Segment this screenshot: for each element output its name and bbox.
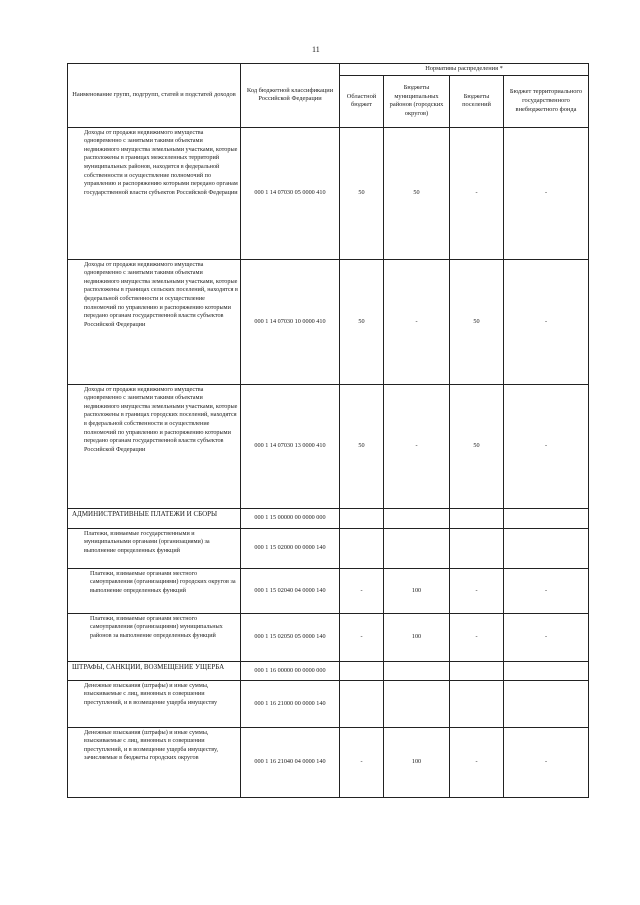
row-value: - [504,127,589,259]
row-value: - [450,568,504,613]
row-value: - [504,568,589,613]
distribution-table-wrapper [67,63,588,798]
row-value: 50 [384,127,450,259]
row-value: 50 [450,259,504,384]
header-name: Наименование групп, подгрупп, статей и подстатей доходов [68,64,241,128]
row-value: 50 [340,384,384,508]
table-row [68,508,589,528]
row-value: 100 [384,613,450,661]
row-value: - [340,613,384,661]
row-code: 000 1 15 02000 00 0000 140 [241,528,340,568]
row-name: Доходы от продажи недвижимого имущества одновременно с занятыми такими объектами недвижимого имущества земельными участками, которые расположены в границах городских поселений, находятся в федеральной собственности и осуществление полномочий по управлению и распоряжению которыми передано органам государственной власти субъектов Российской Федерации [68,384,241,508]
row-value: 100 [384,727,450,797]
row-name: Платежи, взимаемые органами местного самоуправления (организациями) городских округов за выполнение определенных функций [68,568,241,613]
table-row [68,661,589,680]
row-value: - [450,613,504,661]
row-code: 000 1 15 02050 05 0000 140 [241,613,340,661]
table-row [68,568,589,613]
row-value: - [504,259,589,384]
row-value [340,528,384,568]
row-value [504,661,589,680]
row-value: - [384,259,450,384]
row-value: - [450,127,504,259]
row-name: АДМИНИСТРАТИВНЫЕ ПЛАТЕЖИ И СБОРЫ [68,508,241,528]
header-settlement-budgets: Бюджеты поселений [450,75,504,127]
row-code: 000 1 14 07030 10 0000 410 [241,259,340,384]
row-value: - [340,727,384,797]
row-name: Платежи, взимаемые государственными и муниципальными органами (организациями) за выполнение определенных функций [68,528,241,568]
row-value: - [384,384,450,508]
row-value: 50 [450,384,504,508]
page-number: 11 [312,45,320,54]
row-value [450,661,504,680]
header-extrabudgetary-fund: Бюджет территориального государственного внебюджетного фонда [504,75,589,127]
row-value [450,528,504,568]
header-code: Код бюджетной классификации Российской Федерации [241,64,340,128]
row-value: - [504,613,589,661]
table-row [68,727,589,797]
table-row [68,528,589,568]
row-value: - [340,568,384,613]
row-value: 50 [340,259,384,384]
header-norms-group: Нормативы распределения * [340,64,589,76]
row-value [450,508,504,528]
row-value [450,680,504,727]
row-name: Денежные взыскания (штрафы) и иные суммы, взыскиваемые с лиц, виновных в совершении преступлений, и в возмещение ущерба имуществу [68,680,241,727]
row-code: 000 1 16 21040 04 0000 140 [241,727,340,797]
table-row [68,127,589,259]
row-code: 000 1 15 02040 04 0000 140 [241,568,340,613]
row-code: 000 1 16 00000 00 0000 000 [241,661,340,680]
row-value [384,680,450,727]
row-code: 000 1 14 07030 13 0000 410 [241,384,340,508]
table-row [68,384,589,508]
row-name: Денежные взыскания (штрафы) и иные суммы, взыскиваемые с лиц, виновных в совершении преступлений, и в возмещение ущерба имуществу, зачисляемые в бюджеты городских округов [68,727,241,797]
row-value [504,508,589,528]
table-row [68,680,589,727]
row-name: ШТРАФЫ, САНКЦИИ, ВОЗМЕЩЕНИЕ УЩЕРБА [68,661,241,680]
row-name: Доходы от продажи недвижимого имущества одновременно с занятыми такими объектами недвижимого имущества земельными участками, которые расположены в границах сельских поселений, находятся в федеральной собственности и осуществление полномочий по управлению и распоряжению которыми передано органам государственной власти субъектов Российской Федерации [68,259,241,384]
row-value: - [450,727,504,797]
row-value [504,528,589,568]
distribution-table [67,63,589,798]
header-municipal-budgets: Бюджеты муниципальных районов (городских округов) [384,75,450,127]
table-row [68,613,589,661]
row-value: - [504,384,589,508]
row-value [340,661,384,680]
row-code: 000 1 16 21000 00 0000 140 [241,680,340,727]
row-value: - [504,727,589,797]
row-name: Доходы от продажи недвижимого имущества одновременно с занятыми такими объектами недвижимого имущества земельными участками, которые расположены в границах межселенных территорий муниципальных районов, находятся в федеральной собственности и осуществление полномочий по управлению и распоряжению которыми передано органам государственной власти субъектов Российской Федерации [68,127,241,259]
row-value [384,508,450,528]
row-value: 100 [384,568,450,613]
row-value [384,661,450,680]
row-value [340,508,384,528]
row-value [340,680,384,727]
header-regional-budget: Областной бюджет [340,75,384,127]
row-value [384,528,450,568]
row-name: Платежи, взимаемые органами местного самоуправления (организациями) муниципальных районов за выполнение определенных функций [68,613,241,661]
row-value: 50 [340,127,384,259]
table-row [68,259,589,384]
row-value [504,680,589,727]
row-code: 000 1 14 07030 05 0000 410 [241,127,340,259]
row-code: 000 1 15 00000 00 0000 000 [241,508,340,528]
